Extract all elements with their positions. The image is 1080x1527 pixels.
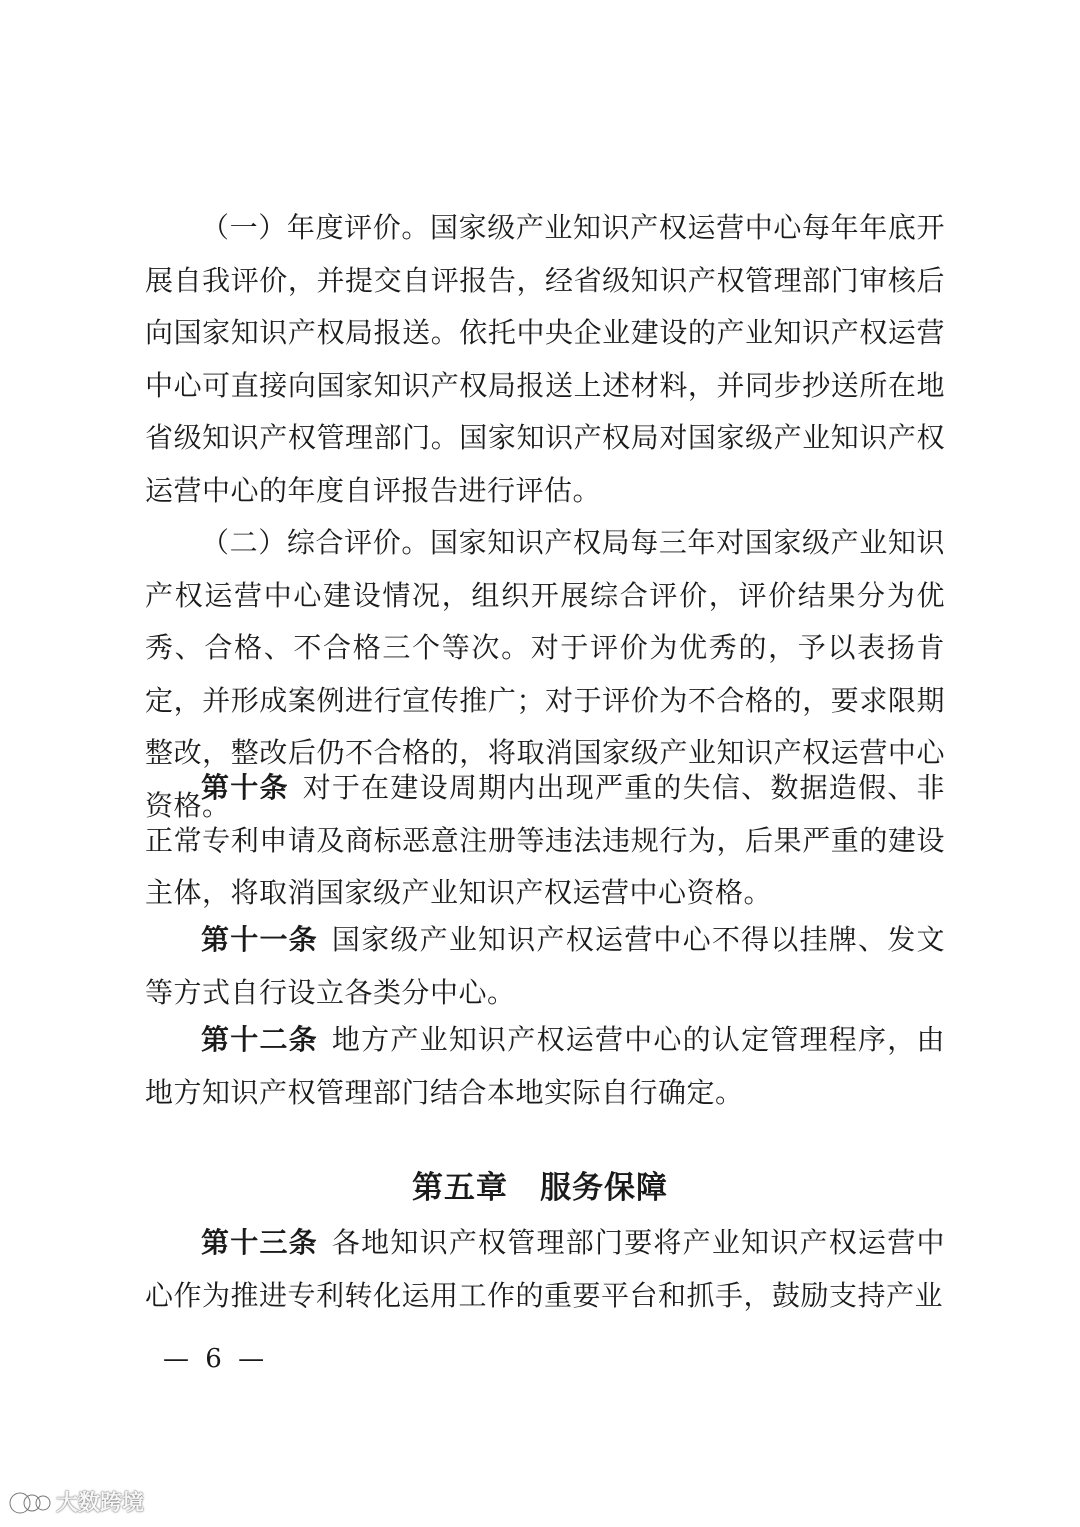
article-text: 对于在建设周期内出现严重的失信、数据造假、非正常专利申请及商标恶意注册等违法违规行为，后果严重的建设主体，将取消国家级产业知识产权运营中心资格。 xyxy=(145,771,945,909)
article-text: 国家级产业知识产权运营中心不得以挂牌、发文等方式自行设立各类分中心。 xyxy=(145,923,945,1009)
article-text: 各地知识产权管理部门要将产业知识产权运营中心作为推进专利转化运用工作的重要平台和抓手，鼓励支持产业 xyxy=(145,1226,945,1312)
article-10 xyxy=(145,762,945,920)
paragraph-annual-evaluation xyxy=(145,202,945,517)
watermark-logo-icon xyxy=(8,1487,52,1517)
article-label: 第十条 xyxy=(201,771,289,804)
article-label: 第十三条 xyxy=(201,1226,318,1259)
page-number: — 6 — xyxy=(163,1344,269,1374)
article-11 xyxy=(145,914,945,1019)
article-label: 第十一条 xyxy=(201,923,318,956)
paragraph-text: （一）年度评价。国家级产业知识产权运营中心每年年底开展自我评价，并提交自评报告，经省级知识产权管理部门审核后向国家知识产权局报送。依托中央企业建设的产业知识产权运营中心可直接向国家知识产权局报送上述材料，并同步抄送所在地省级知识产权管理部门。国家知识产权局对国家级产业知识产权运营中心的年度自评报告进行评估。 xyxy=(145,211,945,507)
paragraph-text: （二）综合评价。国家知识产权局每三年对国家级产业知识产权运营中心建设情况，组织开展综合评价，评价结果分为优秀、合格、不合格三个等次。对于评价为优秀的，予以表扬肯定，并形成案例进行宣传推广；对于评价为不合格的，要求限期整改，整改后仍不合格的，将取消国家级产业知识产权运营中心资格。 xyxy=(145,526,945,822)
article-text: 地方产业知识产权运营中心的认定管理程序，由地方知识产权管理部门结合本地实际自行确定。 xyxy=(145,1023,945,1109)
chapter-heading: 第五章 服务保障 xyxy=(412,1170,668,1206)
article-12 xyxy=(145,1014,945,1119)
watermark-text: 大数跨境 xyxy=(56,1491,145,1516)
article-13 xyxy=(145,1217,945,1322)
watermark xyxy=(8,1486,144,1517)
article-label: 第十二条 xyxy=(201,1023,318,1056)
